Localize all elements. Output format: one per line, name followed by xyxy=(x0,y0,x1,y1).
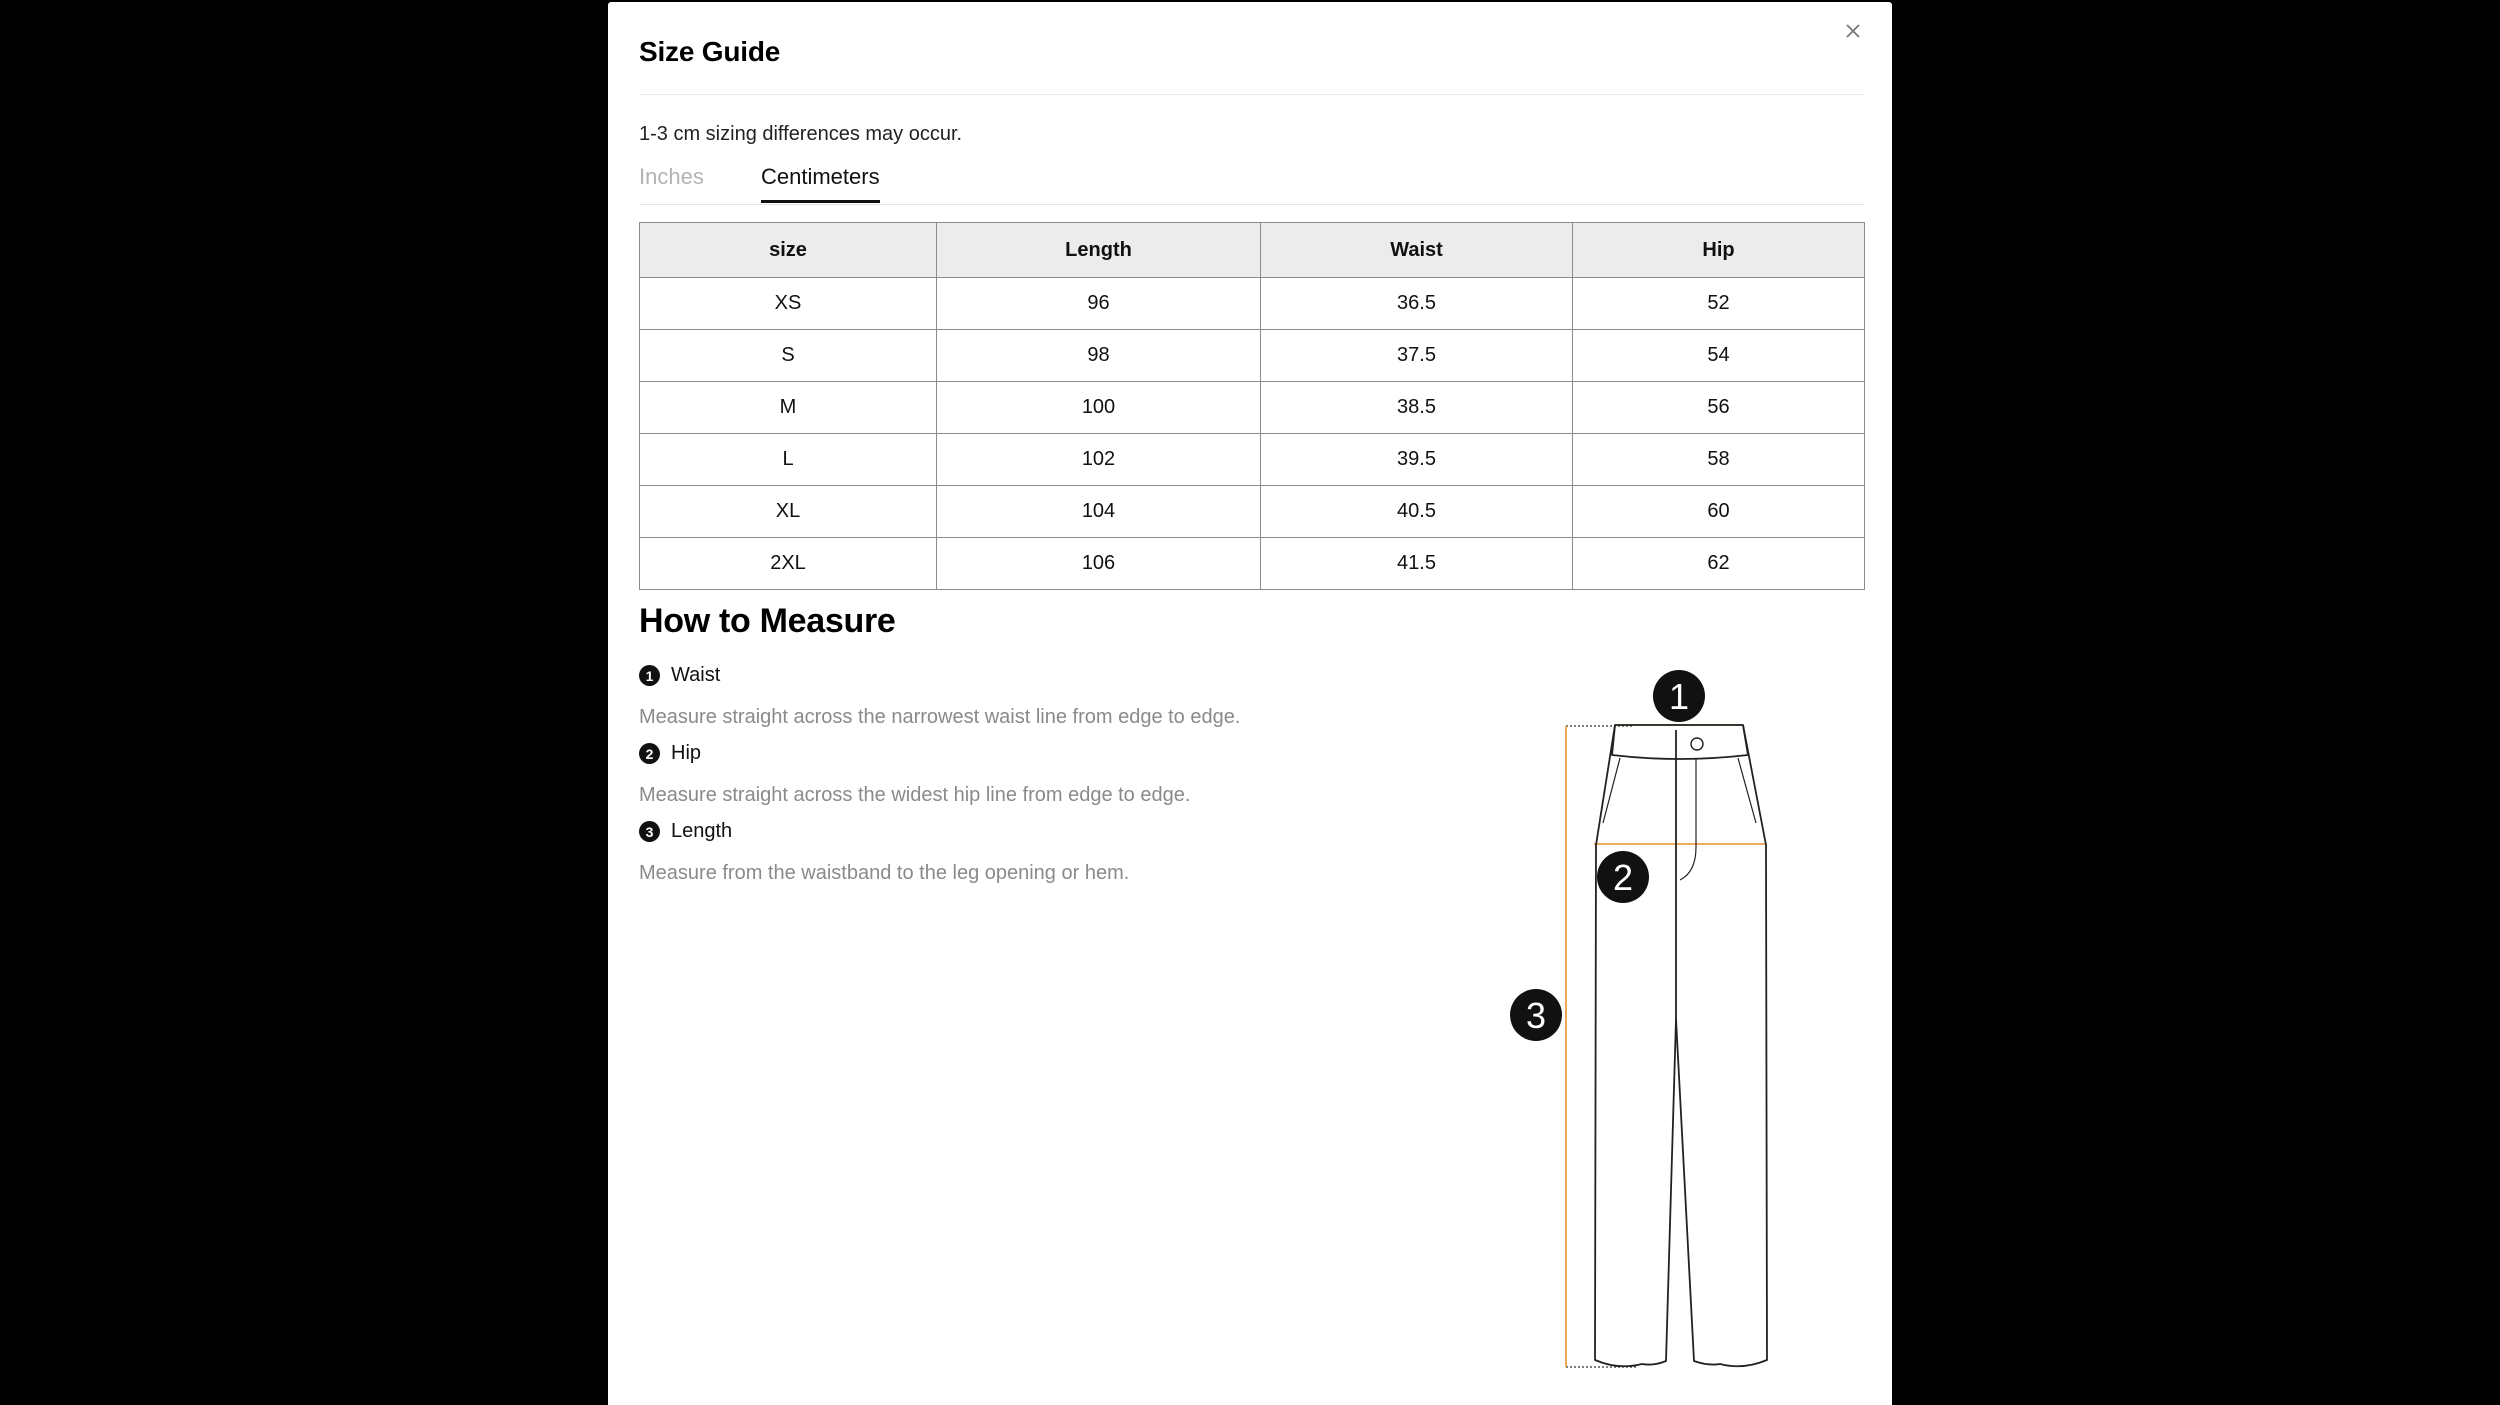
close-icon[interactable] xyxy=(1842,20,1864,42)
cell-hip: 54 xyxy=(1573,330,1865,382)
cell-waist: 41.5 xyxy=(1261,538,1573,590)
marker-two-icon xyxy=(1597,851,1649,903)
table-row xyxy=(640,382,1865,434)
close-button[interactable] xyxy=(1842,20,1864,42)
cell-length: 100 xyxy=(937,382,1261,434)
measure-description: Measure from the waistband to the leg opening or hem. xyxy=(639,862,1130,884)
how-to-measure-title: How to Measure xyxy=(639,602,896,640)
cell-waist: 37.5 xyxy=(1261,330,1573,382)
unit-tabs xyxy=(639,162,1864,205)
cell-hip: 58 xyxy=(1573,434,1865,486)
marker-label: 2 xyxy=(1612,857,1634,898)
cell-waist: 38.5 xyxy=(1261,382,1573,434)
cell-waist: 40.5 xyxy=(1261,486,1573,538)
cell-length: 102 xyxy=(937,434,1261,486)
cell-waist: 36.5 xyxy=(1261,278,1573,330)
column-header-size: size xyxy=(640,223,937,278)
cell-waist: 39.5 xyxy=(1261,434,1573,486)
column-header-waist: Waist xyxy=(1261,223,1573,278)
measure-description: Measure straight across the narrowest waist line from edge to edge. xyxy=(639,706,1241,728)
marker-three-icon xyxy=(1510,989,1562,1041)
marker-one-icon xyxy=(1653,670,1705,722)
measure-label: Hip xyxy=(671,742,702,764)
cell-size: L xyxy=(640,434,937,486)
modal-title: Size Guide xyxy=(639,36,781,67)
table-row xyxy=(640,486,1865,538)
cell-size: XL xyxy=(640,486,937,538)
marker-label: 3 xyxy=(1525,995,1547,1036)
pants-diagram-icon xyxy=(1480,662,1880,1382)
table-row xyxy=(640,278,1865,330)
tab-inches[interactable]: Inches xyxy=(639,164,704,189)
cell-hip: 60 xyxy=(1573,486,1865,538)
size-guide-modal xyxy=(608,2,1892,1405)
measure-item-length xyxy=(639,820,1439,885)
cell-hip: 56 xyxy=(1573,382,1865,434)
cell-length: 106 xyxy=(937,538,1261,590)
number-three-icon: 3 xyxy=(639,821,660,842)
table-row xyxy=(640,538,1865,590)
cell-length: 104 xyxy=(937,486,1261,538)
size-table xyxy=(639,222,1865,590)
measure-description: Measure straight across the widest hip line from edge to edge. xyxy=(639,784,1191,806)
number-two-icon: 2 xyxy=(639,743,660,764)
table-header-row xyxy=(640,223,1865,278)
column-header-length: Length xyxy=(937,223,1261,278)
tab-centimeters[interactable]: Centimeters xyxy=(761,164,880,203)
pants-outline xyxy=(1595,725,1767,1366)
number-one-icon: 1 xyxy=(639,665,660,686)
header-divider xyxy=(639,94,1864,95)
cell-hip: 62 xyxy=(1573,538,1865,590)
cell-length: 96 xyxy=(937,278,1261,330)
cell-size: 2XL xyxy=(640,538,937,590)
measure-item-waist xyxy=(639,664,1439,729)
cell-length: 98 xyxy=(937,330,1261,382)
column-header-hip: Hip xyxy=(1573,223,1865,278)
cell-size: XS xyxy=(640,278,937,330)
measure-label: Length xyxy=(671,820,733,842)
cell-size: S xyxy=(640,330,937,382)
cell-size: M xyxy=(640,382,937,434)
measure-item-hip xyxy=(639,742,1439,807)
measure-label: Waist xyxy=(671,664,721,686)
table-row xyxy=(640,434,1865,486)
sizing-note: 1-3 cm sizing differences may occur. xyxy=(639,123,963,145)
marker-label: 1 xyxy=(1668,676,1690,717)
cell-hip: 52 xyxy=(1573,278,1865,330)
table-row xyxy=(640,330,1865,382)
